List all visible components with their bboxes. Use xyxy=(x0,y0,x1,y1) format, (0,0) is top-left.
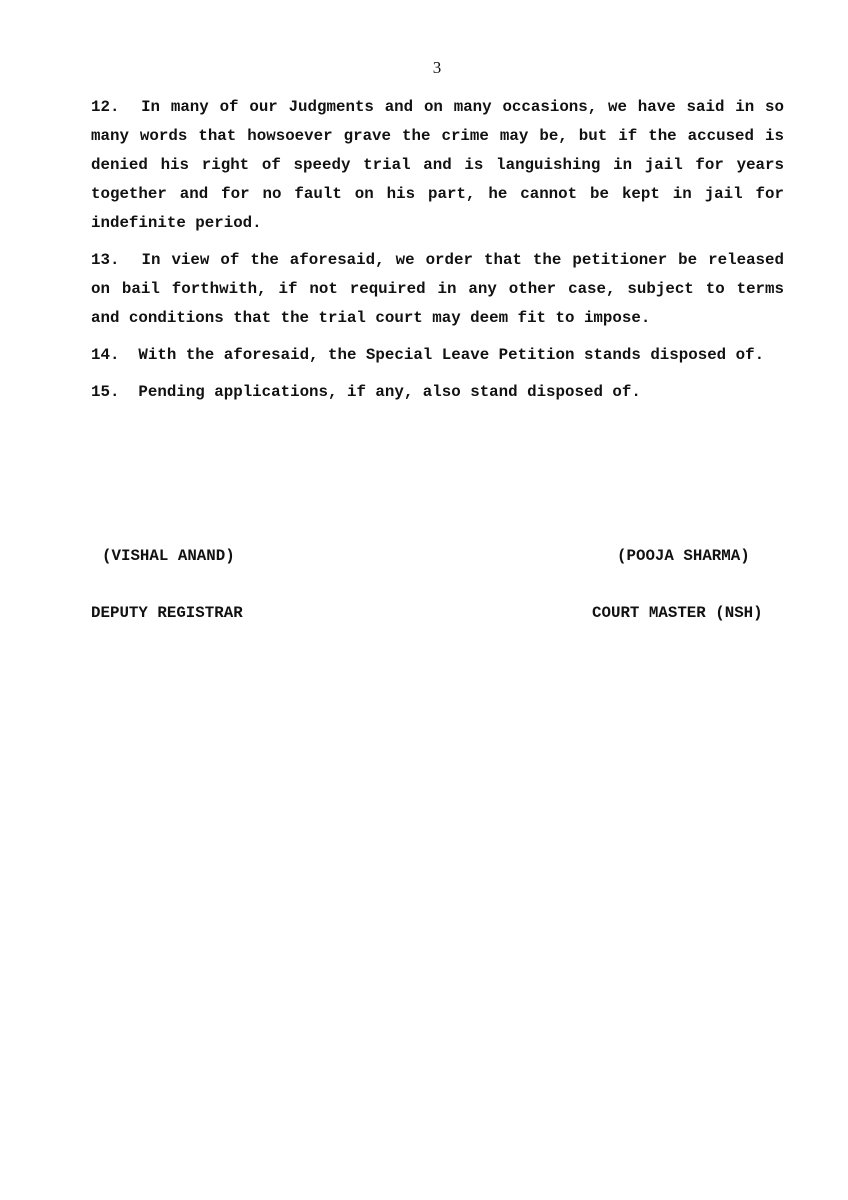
signatory-name: (POOJA SHARMA) xyxy=(617,547,750,565)
paragraph-13 xyxy=(91,246,784,333)
paragraph-text: In view of the aforesaid, we order that the petitioner be released on bail forthwith, if not required in any other case, subject to terms and conditions that the trial court may deem fit to impose. xyxy=(91,251,784,327)
paragraph-number: 12. xyxy=(91,98,120,116)
paragraph-text: In many of our Judgments and on many occasions, we have said in so many words that howsoever grave the crime may be, but if the accused is denied his right of speedy trial and is languishing in jail for years together and for no fault on his part, he cannot be kept in jail for indefinite period. xyxy=(91,98,784,232)
paragraph-text: With the aforesaid, the Special Leave Petition stands disposed of. xyxy=(138,346,765,364)
signatory-title: COURT MASTER (NSH) xyxy=(592,604,763,622)
signatory-title: DEPUTY REGISTRAR xyxy=(91,604,243,622)
signatory-name: (VISHAL ANAND) xyxy=(102,547,235,565)
order-body xyxy=(91,93,784,415)
paragraph-number: 15. xyxy=(91,383,120,401)
paragraph-number: 14. xyxy=(91,346,120,364)
paragraph-14 xyxy=(91,341,784,370)
page-number: 3 xyxy=(432,58,442,77)
paragraph-text: Pending applications, if any, also stand disposed of. xyxy=(138,383,641,401)
paragraph-12 xyxy=(91,93,784,238)
paragraph-number: 13. xyxy=(91,251,120,269)
signature-block-court-master xyxy=(592,509,763,661)
signature-block-deputy-registrar xyxy=(91,509,243,661)
paragraph-15 xyxy=(91,378,784,407)
